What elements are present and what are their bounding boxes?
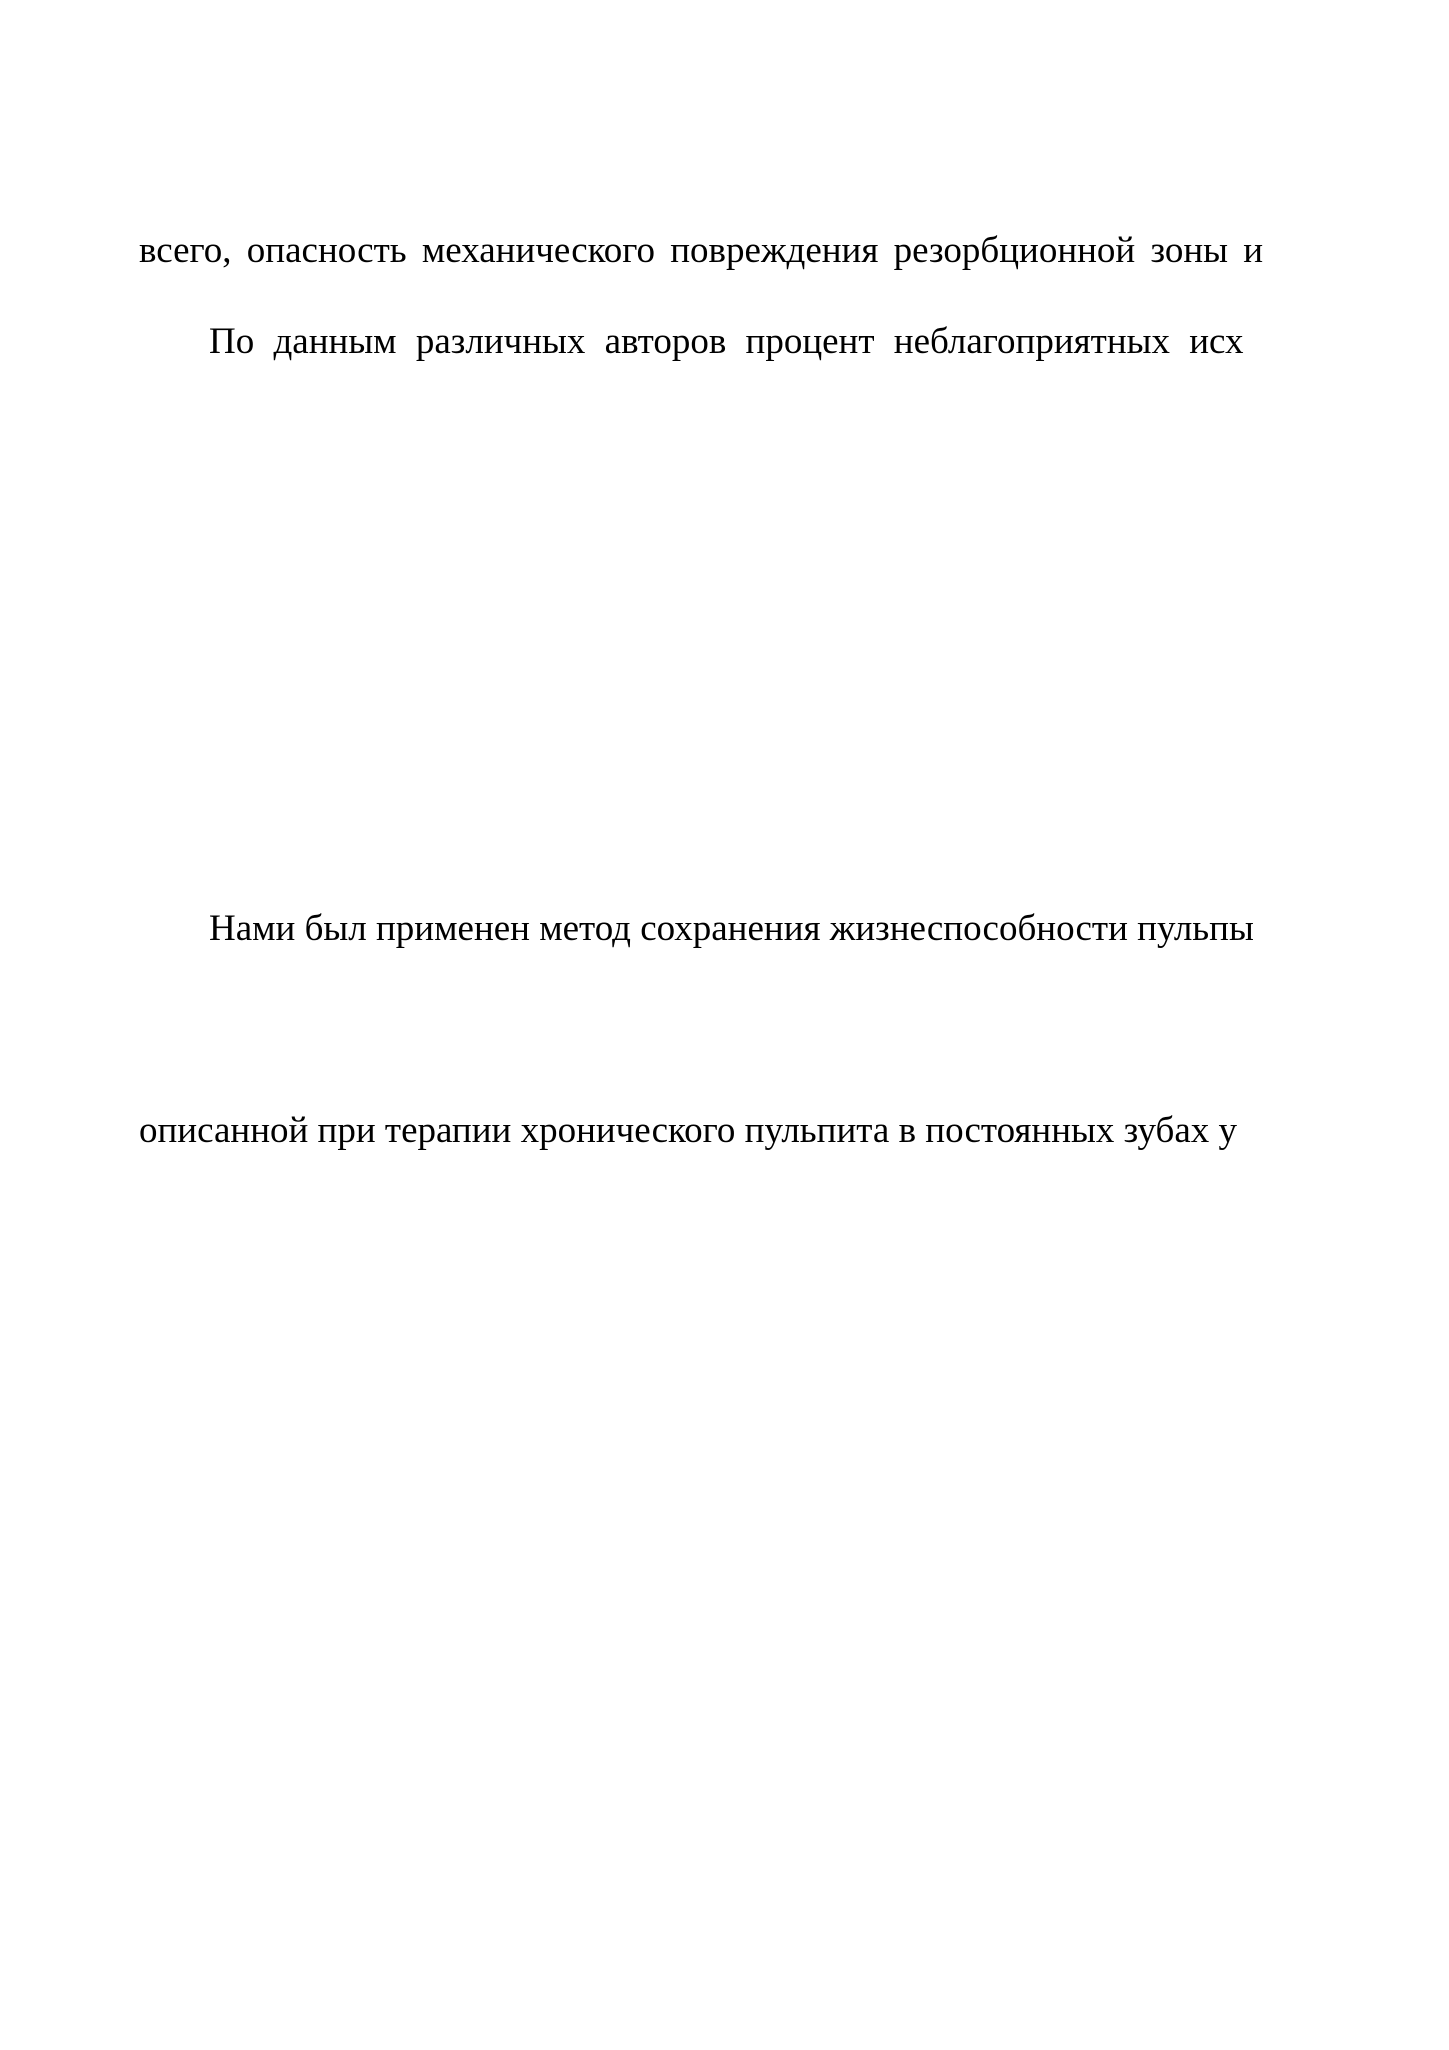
text-line-1: всего, опасность механического повреждения резорбционной зоны и [139, 230, 1264, 271]
text-line-3: Нами был применен метод сохранения жизнеспособности пульпы [209, 908, 1254, 949]
text-line-4: описанной при терапии хронического пульпита в постоянных зубах у [139, 1110, 1237, 1151]
text-line-2: По данным различных авторов процент неблагоприятных исх [209, 321, 1244, 362]
